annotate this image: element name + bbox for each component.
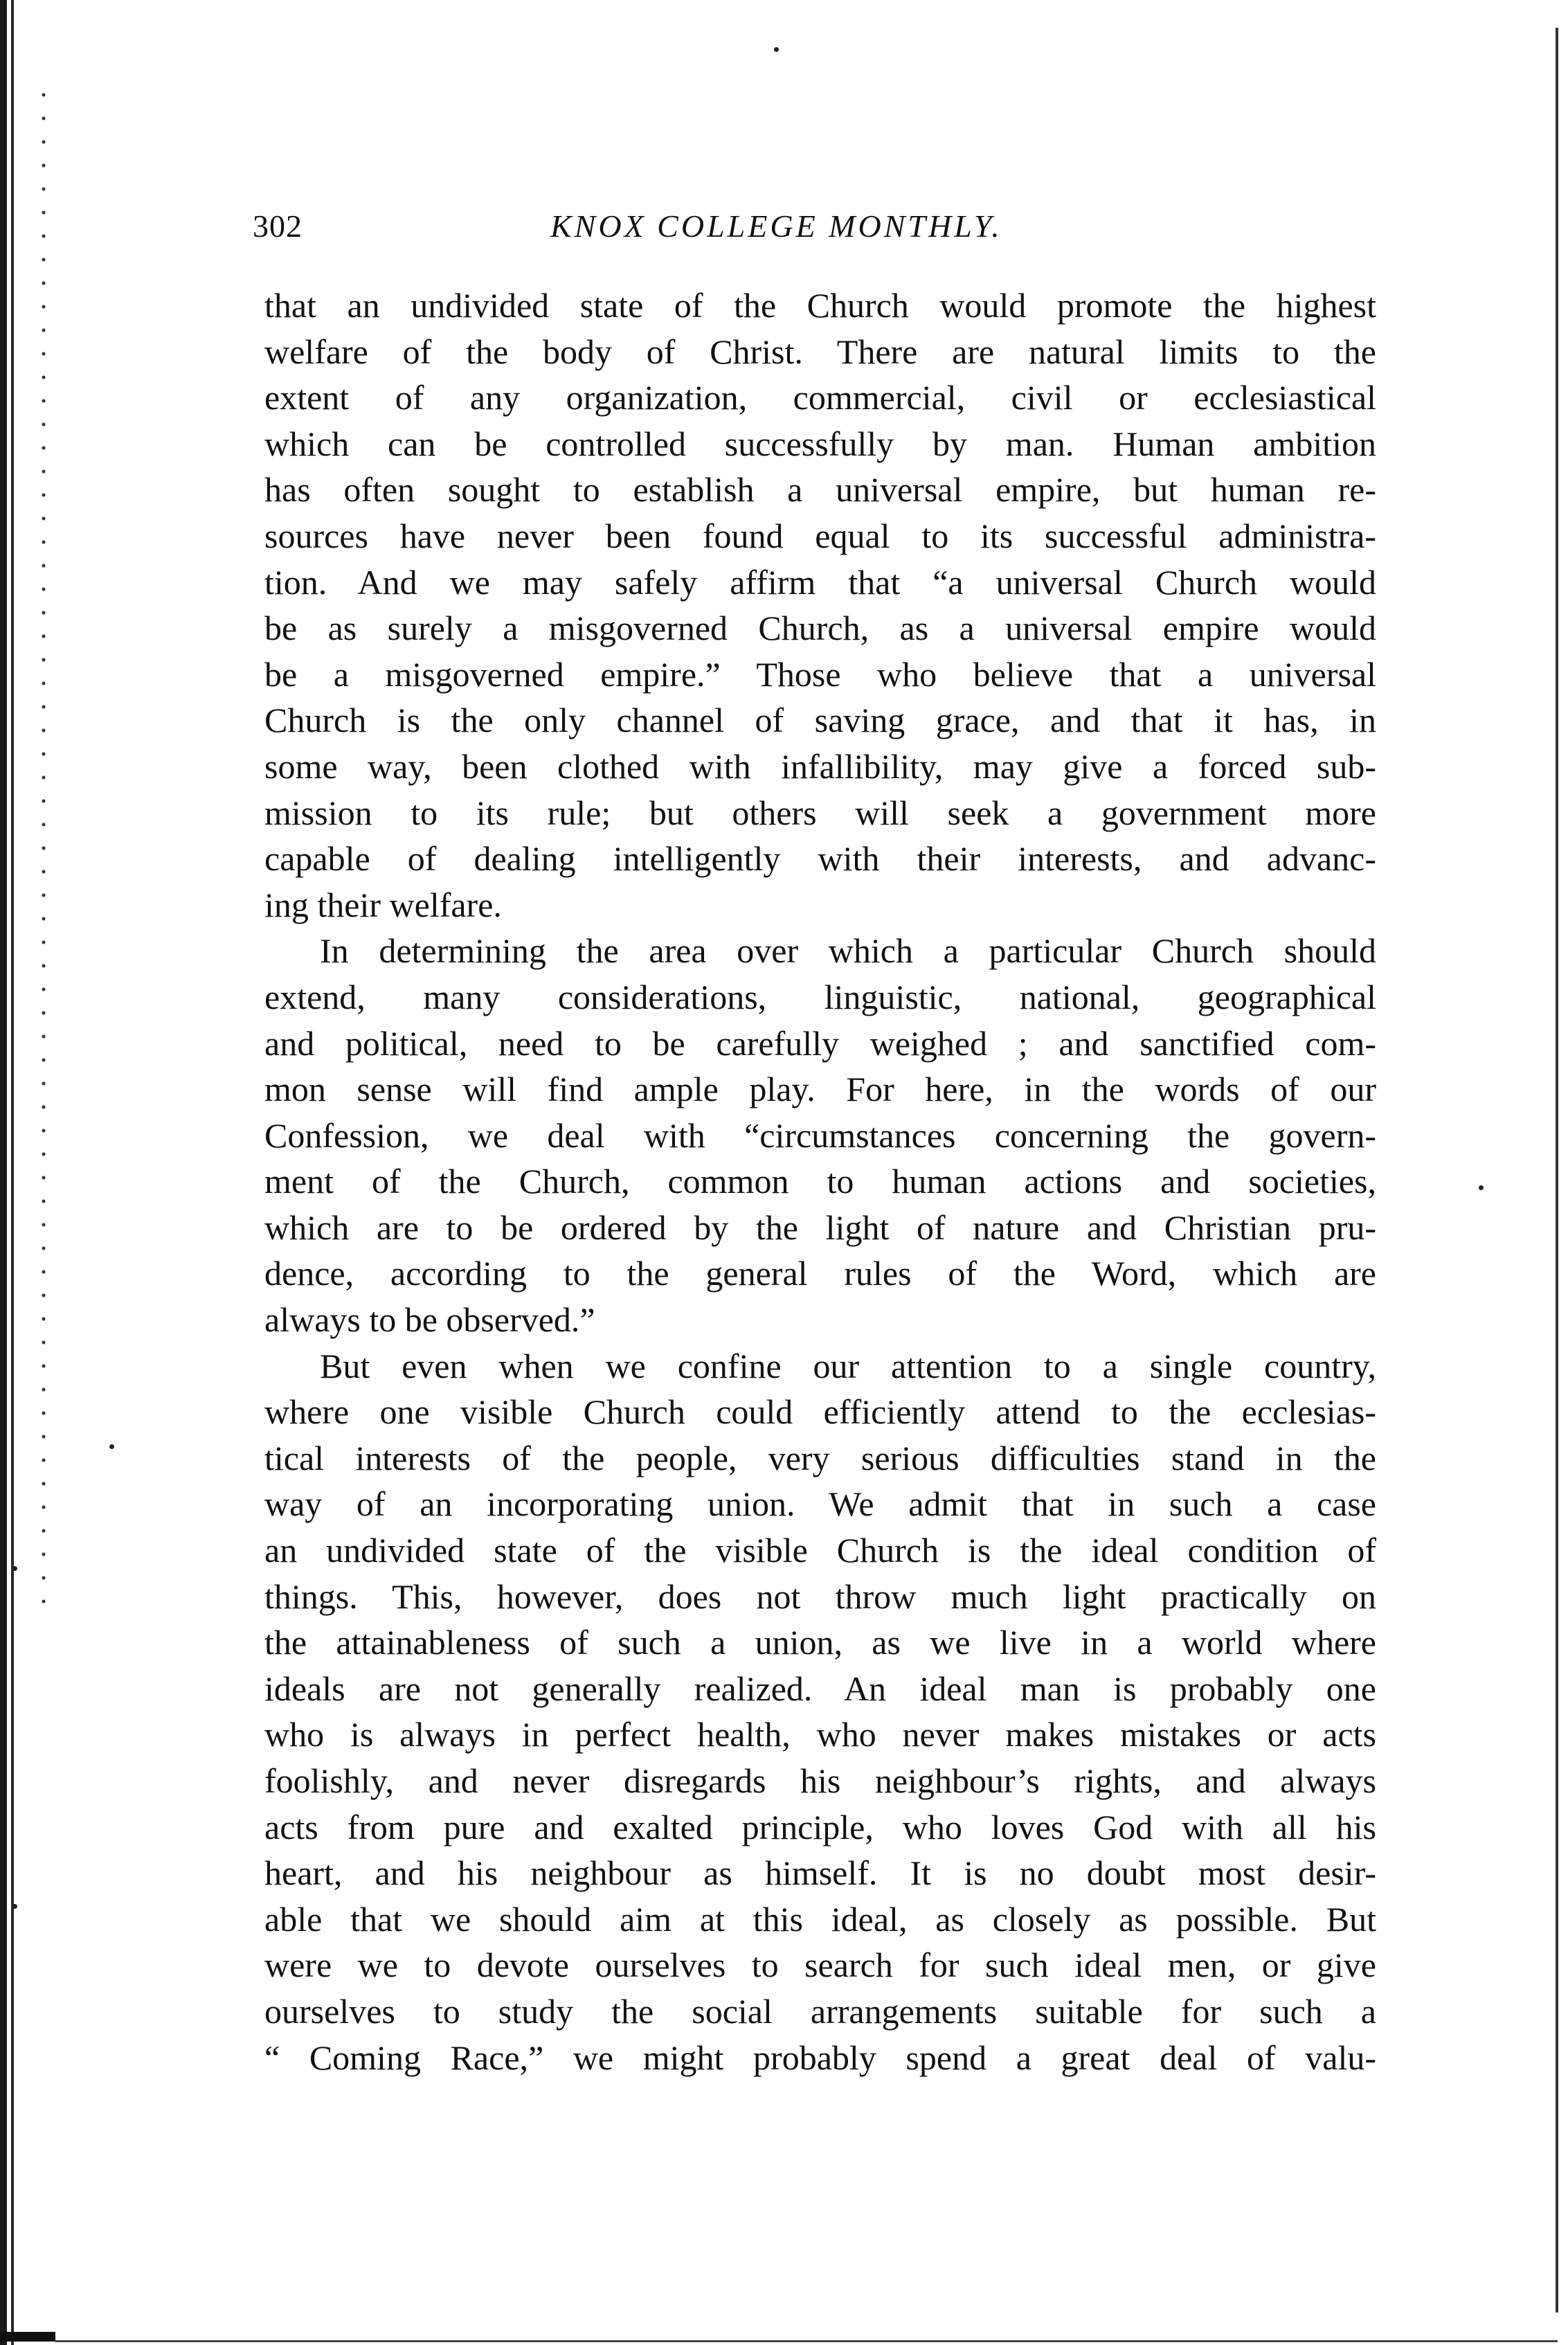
- text-line: where one visible Church could efficiently attend to the ecclesias-: [264, 1392, 1376, 1432]
- text-line: an undivided state of the visible Church is the ideal condition of: [264, 1531, 1376, 1570]
- scan-bottom-bar: [0, 2332, 55, 2342]
- text-line: the attainableness of such a union, as we live in a world where: [264, 1623, 1376, 1662]
- text-line: Confession, we deal with “circumstances concerning the govern-: [264, 1115, 1376, 1155]
- scan-bottom-line: [55, 2340, 1558, 2342]
- text-line: always to be observed.”: [264, 1300, 595, 1340]
- text-line: acts from pure and exalted principle, who loves God with all his: [264, 1807, 1376, 1847]
- text-line: extent of any organization, commercial, civil or ecclesiastical: [264, 378, 1376, 417]
- text-line: which are to be ordered by the light of nature and Christian pru-: [264, 1207, 1376, 1247]
- scan-speck: [12, 1566, 17, 1571]
- text-line: way of an incorporating union. We admit that in such a case: [264, 1484, 1376, 1524]
- text-line: extend, many considerations, linguistic, national, geographical: [264, 977, 1376, 1016]
- text-line: ideals are not generally realized. An ideal man is probably one: [264, 1669, 1376, 1708]
- text-line: be as surely a misgoverned Church, as a universal empire would: [264, 609, 1376, 648]
- text-line: ment of the Church, common to human actions and societies,: [264, 1162, 1376, 1201]
- text-line: which can be controlled successfully by man. Human ambition: [264, 424, 1376, 463]
- text-line: tical interests of the people, very serious difficulties stand in the: [264, 1438, 1376, 1477]
- text-line: ourselves to study the social arrangements suitable for such a: [264, 1991, 1376, 2031]
- text-line: be a misgoverned empire.” Those who believe that a universal: [264, 654, 1376, 694]
- page-header: [253, 208, 1374, 263]
- text-line: capable of dealing intelligently with their interests, and advanc-: [264, 839, 1376, 879]
- text-line: able that we should aim at this ideal, as closely as possible. But: [264, 1899, 1376, 1939]
- scan-speck: [109, 1444, 114, 1449]
- text-line: But even when we confine our attention to a single country,: [320, 1346, 1376, 1385]
- text-line: heart, and his neighbour as himself. It is no doubt most desir-: [264, 1853, 1376, 1893]
- text-line: foolishly, and never disregards his neighbour’s rights, and always: [264, 1761, 1376, 1800]
- text-line: Church is the only channel of saving grace, and that it has, in: [264, 701, 1376, 740]
- scan-edge-right: [1556, 28, 1558, 2312]
- page-number: 302: [253, 208, 303, 244]
- scan-binding-dots: [42, 83, 46, 1606]
- scan-speck: [1479, 1185, 1484, 1190]
- text-line: some way, been clothed with infallibility, may give a forced sub-: [264, 746, 1376, 786]
- text-line: and political, need to be carefully weighed ; and sanctified com-: [264, 1023, 1376, 1063]
- scan-speck: [12, 1904, 17, 1909]
- text-line: has often sought to establish a universal empire, but human re-: [264, 470, 1376, 510]
- text-line: that an undivided state of the Church would promote the highest: [264, 286, 1376, 325]
- running-title: KNOX COLLEGE MONTHLY.: [550, 208, 1002, 244]
- text-line: things. This, however, does not throw much light practically on: [264, 1576, 1376, 1616]
- paragraph: [264, 1343, 1376, 2081]
- text-line: welfare of the body of Christ. There are natural limits to the: [264, 332, 1376, 371]
- text-line: “ Coming Race,” we might probably spend a great deal of valu-: [264, 2038, 1376, 2077]
- text-line: mission to its rule; but others will seek a government more: [264, 793, 1376, 832]
- text-line: were we to devote ourselves to search for such ideal men, or give: [264, 1946, 1376, 1985]
- text-line: sources have never been found equal to its successful administra-: [264, 516, 1376, 555]
- scan-edge-left: [0, 0, 7, 2345]
- paragraph: [264, 282, 1376, 928]
- scan-speck: [774, 47, 779, 52]
- paragraph: [264, 928, 1376, 1342]
- text-line: ing their welfare.: [264, 885, 502, 924]
- body-text: [264, 282, 1376, 2081]
- text-line: mon sense will find ample play. For here, in the words of our: [264, 1070, 1376, 1109]
- text-line: In determining the area over which a particular Church should: [320, 931, 1376, 971]
- text-line: who is always in perfect health, who never makes mistakes or acts: [264, 1715, 1376, 1754]
- text-line: dence, according to the general rules of the Word, which are: [264, 1254, 1376, 1293]
- text-line: tion. And we may safely affirm that “a universal Church would: [264, 562, 1376, 602]
- scan-edge-left-inner: [11, 0, 14, 2345]
